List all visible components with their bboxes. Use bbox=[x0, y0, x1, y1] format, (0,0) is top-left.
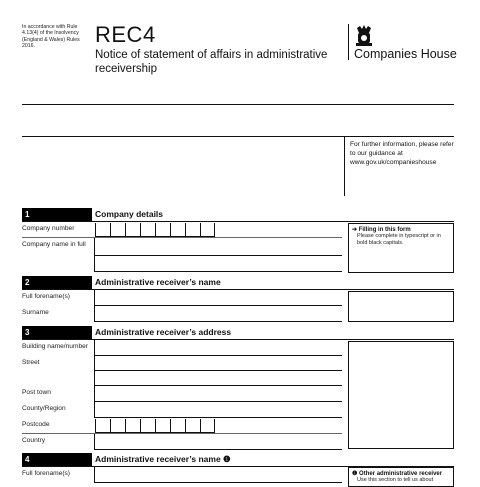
char-box[interactable] bbox=[110, 419, 125, 433]
field-edge bbox=[94, 386, 95, 402]
building-row bbox=[22, 340, 342, 356]
street-label: Street bbox=[22, 359, 40, 366]
postcode-label: Postcode bbox=[22, 421, 50, 428]
company-name-line-2[interactable] bbox=[94, 271, 342, 272]
guidance-heading: ➔ Filling in this form bbox=[352, 227, 411, 233]
section-3-header bbox=[22, 326, 454, 339]
section-number: 3 bbox=[22, 326, 92, 339]
country-label: Country bbox=[22, 437, 46, 444]
guidance-text: Use this section to tell us about bbox=[357, 477, 434, 483]
field-edge bbox=[94, 340, 95, 356]
digit-box[interactable] bbox=[140, 223, 155, 237]
digit-box[interactable] bbox=[155, 223, 170, 237]
legal-note: In accordance with Rule 4.13(4) of the Insolvency (England & Wales) Rules 2016. bbox=[22, 24, 80, 50]
char-box[interactable] bbox=[125, 419, 140, 433]
post-town-row bbox=[22, 386, 342, 402]
field-edge bbox=[94, 467, 95, 483]
char-box[interactable] bbox=[200, 419, 215, 433]
surname-row bbox=[22, 306, 342, 322]
street-row bbox=[22, 356, 342, 386]
section-number: 1 bbox=[22, 208, 92, 221]
building-label: Building name/number bbox=[22, 343, 88, 350]
section-title: Administrative receiver’s name bbox=[95, 277, 221, 287]
company-name-label: Company name in full bbox=[22, 241, 86, 248]
field-edge bbox=[94, 434, 95, 450]
field-edge bbox=[94, 402, 95, 418]
section-number: 2 bbox=[22, 276, 92, 289]
logo-divider bbox=[348, 24, 349, 60]
guidance-text: Please complete in typescript or in bold black capitals. bbox=[357, 233, 441, 246]
post-town-label: Post town bbox=[22, 389, 51, 396]
other-receiver-guidance-box bbox=[348, 467, 454, 487]
form-code: REC4 bbox=[95, 22, 156, 47]
field-edge bbox=[94, 306, 95, 322]
forenames-row bbox=[22, 290, 342, 306]
info-text: For further information, please refer to our guidance at www.gov.uk/companieshouse bbox=[350, 141, 454, 166]
char-box[interactable] bbox=[170, 419, 185, 433]
guidance-heading: ❶ Other administrative receiver bbox=[352, 471, 443, 477]
county-label: County/Region bbox=[22, 405, 66, 412]
section-title: Administrative receiver’s address bbox=[95, 327, 232, 337]
field-edge bbox=[94, 290, 95, 306]
char-box[interactable] bbox=[155, 419, 170, 433]
digit-box[interactable] bbox=[110, 223, 125, 237]
char-box[interactable] bbox=[140, 419, 155, 433]
company-number-boxes[interactable] bbox=[95, 223, 215, 237]
digit-box[interactable] bbox=[95, 223, 110, 237]
surname-field[interactable] bbox=[94, 321, 342, 322]
street-line-1[interactable] bbox=[94, 370, 342, 371]
country-field[interactable] bbox=[94, 449, 342, 450]
section-2-header bbox=[22, 276, 454, 289]
section-number: 4 bbox=[22, 453, 92, 466]
company-name-line-1[interactable] bbox=[94, 255, 342, 256]
section-title: Company details bbox=[95, 209, 164, 219]
forenames-4-field[interactable] bbox=[94, 482, 342, 483]
forenames-4-row bbox=[22, 467, 342, 483]
company-number-label: Company number bbox=[22, 225, 75, 232]
info-vertical-rule bbox=[344, 136, 345, 196]
company-name-row bbox=[22, 238, 342, 272]
section-2-side-box bbox=[348, 291, 454, 322]
postcode-boxes[interactable] bbox=[95, 419, 215, 433]
filling-guidance-box bbox=[348, 223, 454, 273]
digit-box[interactable] bbox=[170, 223, 185, 237]
digit-box[interactable] bbox=[125, 223, 140, 237]
brand-name: Companies House bbox=[354, 47, 457, 61]
char-box[interactable] bbox=[95, 419, 110, 433]
country-row bbox=[22, 434, 342, 450]
field-edge bbox=[94, 356, 95, 386]
section-title: Administrative receiver’s name ❶ bbox=[95, 454, 231, 464]
header-divider bbox=[22, 104, 454, 105]
info-divider bbox=[22, 136, 454, 137]
digit-box[interactable] bbox=[200, 223, 215, 237]
section-4-header bbox=[22, 453, 454, 466]
form-title: Notice of statement of affairs in administrative receivership bbox=[95, 49, 328, 75]
county-row bbox=[22, 402, 342, 418]
digit-box[interactable] bbox=[185, 223, 200, 237]
section-3-side-box bbox=[348, 341, 454, 449]
surname-label: Surname bbox=[22, 309, 49, 316]
forenames-4-label: Full forename(s) bbox=[22, 470, 71, 477]
char-box[interactable] bbox=[185, 419, 200, 433]
section-1-header bbox=[22, 208, 454, 221]
royal-crest-icon bbox=[354, 25, 374, 47]
forenames-label: Full forename(s) bbox=[22, 293, 71, 300]
